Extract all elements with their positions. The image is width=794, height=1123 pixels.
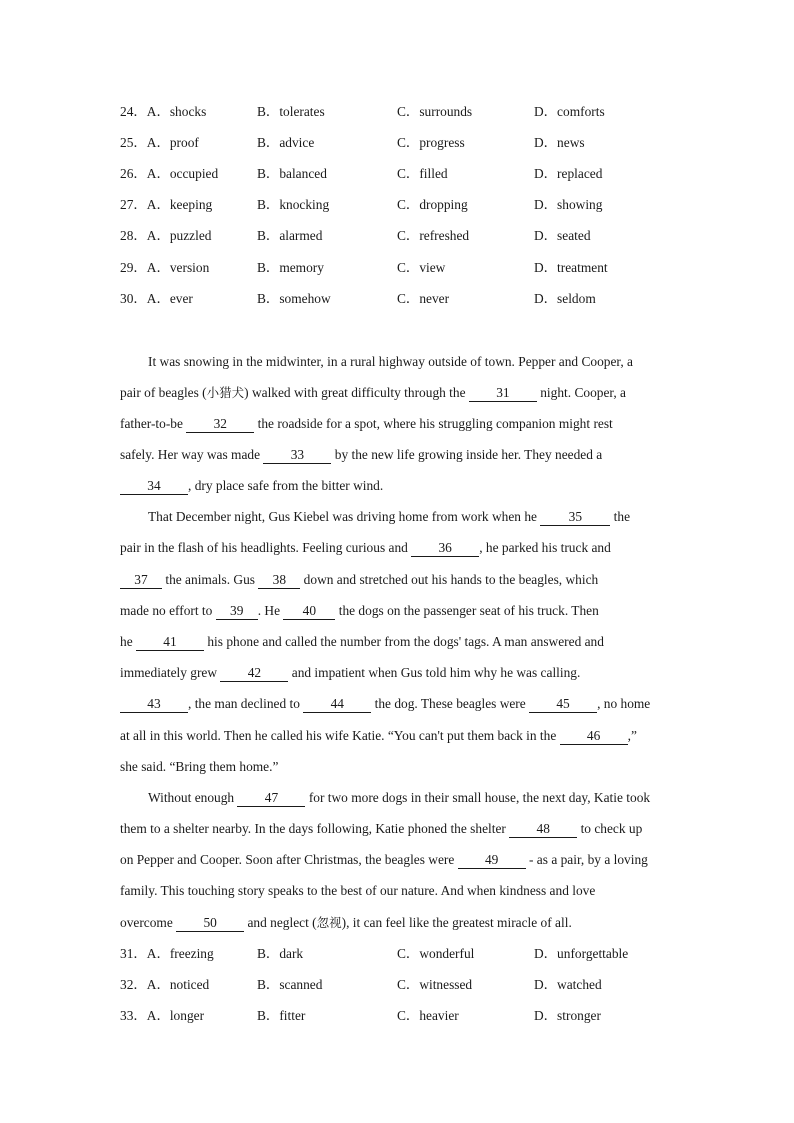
passage-line: overcome 50 and neglect (忽视), it can feel like the greatest miracle of all.: [120, 915, 572, 930]
option-c: C．filled: [397, 166, 448, 181]
blank-40: 40: [283, 603, 335, 620]
passage-line: pair in the flash of his headlights. Feeling curious and 36 , he parked his truck and: [120, 540, 611, 555]
question-number: 27．A．keeping: [120, 197, 213, 212]
passage-line: he 41 his phone and called the number from the dogs' tags. A man answered and: [120, 634, 604, 649]
passage-line: Without enough 47 for two more dogs in their small house, the next day, Katie took: [148, 790, 651, 805]
blank-33: 33: [263, 447, 331, 464]
option-d: D．replaced: [534, 166, 603, 181]
question-26: [120, 164, 700, 184]
option-d: D．seldom: [534, 291, 596, 306]
question-32: [120, 975, 700, 995]
question-number: 25．A．proof: [120, 135, 199, 150]
passage-line: at all in this world. Then he called his wife Katie. “You can't put them back in the 46 ,”: [120, 728, 637, 743]
blank-42: 42: [220, 665, 288, 682]
option-b: B．advice: [257, 135, 315, 150]
blank-48: 48: [509, 821, 577, 838]
question-27: [120, 195, 700, 215]
question-number: 24．A．shocks: [120, 104, 207, 119]
option-c: C．heavier: [397, 1008, 459, 1023]
blank-39: 39: [216, 603, 258, 620]
blank-35: 35: [540, 509, 610, 526]
question-33: [120, 1006, 700, 1026]
question-number: 30．A．ever: [120, 291, 193, 306]
passage-line: father-to-be 32 the roadside for a spot, where his struggling companion might rest: [120, 416, 613, 431]
option-b: B．balanced: [257, 166, 327, 181]
option-c: C．dropping: [397, 197, 468, 212]
option-b: B．scanned: [257, 977, 323, 992]
option-b: B．dark: [257, 946, 304, 961]
blank-47: 47: [237, 790, 305, 807]
option-b: B．memory: [257, 260, 324, 275]
passage-line: she said. “Bring them home.”: [120, 759, 279, 774]
passage-line: on Pepper and Cooper. Soon after Christmas, the beagles were 49 - as a pair, by a loving: [120, 852, 648, 867]
option-b: B．fitter: [257, 1008, 306, 1023]
option-c: C．view: [397, 260, 446, 275]
question-31: [120, 944, 700, 964]
question-25: [120, 133, 700, 153]
passage-line: them to a shelter nearby. In the days following, Katie phoned the shelter 48 to check up: [120, 821, 643, 836]
option-c: C．progress: [397, 135, 465, 150]
passage-line: family. This touching story speaks to the best of our nature. And when kindness and love: [120, 883, 596, 898]
option-c: C．refreshed: [397, 228, 470, 243]
question-29: [120, 258, 700, 278]
passage-line: It was snowing in the midwinter, in a rural highway outside of town. Pepper and Cooper, a: [148, 354, 633, 369]
option-b: B．alarmed: [257, 228, 323, 243]
question-number: 32．A．noticed: [120, 977, 210, 992]
question-28: [120, 226, 700, 246]
passage-line: immediately grew 42 and impatient when Gus told him why he was calling.: [120, 665, 581, 680]
passage-line: 37 the animals. Gus 38 down and stretched out his hands to the beagles, which: [120, 570, 680, 590]
chinese-gloss: 忽视: [316, 915, 342, 930]
option-c: C．never: [397, 291, 450, 306]
passage-line: 43 , the man declined to 44 the dog. These beagles were 45 , no home: [120, 694, 680, 714]
question-number: 31．A．freezing: [120, 946, 214, 961]
blank-32: 32: [186, 416, 254, 433]
blank-38: 38: [258, 572, 300, 589]
blank-31: 31: [469, 385, 537, 402]
option-d: D．comforts: [534, 104, 605, 119]
question-24: [120, 102, 700, 122]
blank-50: 50: [176, 915, 244, 932]
passage-line: safely. Her way was made 33 by the new life growing inside her. They needed a: [120, 447, 603, 462]
option-d: D．treatment: [534, 260, 608, 275]
question-number: 28．A．puzzled: [120, 228, 212, 243]
blank-49: 49: [458, 852, 526, 869]
blank-41: 41: [136, 634, 204, 651]
blank-34: 34: [120, 478, 188, 495]
option-d: D．stronger: [534, 1008, 601, 1023]
option-d: D．showing: [534, 197, 603, 212]
blank-43: 43: [120, 696, 188, 713]
option-b: B．knocking: [257, 197, 330, 212]
passage-line: 34 , dry place safe from the bitter wind.: [120, 476, 680, 496]
option-c: C．wonderful: [397, 946, 475, 961]
blank-45: 45: [529, 696, 597, 713]
blank-37: 37: [120, 572, 162, 589]
option-c: C．witnessed: [397, 977, 473, 992]
option-d: D．news: [534, 135, 585, 150]
blank-36: 36: [411, 540, 479, 557]
option-d: D．unforgettable: [534, 946, 629, 961]
question-number: 26．A．occupied: [120, 166, 219, 181]
chinese-gloss: 小猎犬: [206, 385, 245, 400]
question-30: [120, 289, 700, 309]
question-number: 33．A．longer: [120, 1008, 205, 1023]
blank-44: 44: [303, 696, 371, 713]
option-c: C．surrounds: [397, 104, 473, 119]
passage-line: pair of beagles (小猎犬) walked with great difficulty through the 31 night. Cooper, a: [120, 385, 626, 400]
option-b: B．somehow: [257, 291, 331, 306]
question-number: 29．A．version: [120, 260, 210, 275]
option-d: D．seated: [534, 228, 591, 243]
option-b: B．tolerates: [257, 104, 325, 119]
passage-line: That December night, Gus Kiebel was driving home from work when he 35 the: [148, 509, 631, 524]
passage-line: made no effort to 39 . He 40 the dogs on the passenger seat of his truck. Then: [120, 603, 599, 618]
blank-46: 46: [560, 728, 628, 745]
option-d: D．watched: [534, 977, 602, 992]
